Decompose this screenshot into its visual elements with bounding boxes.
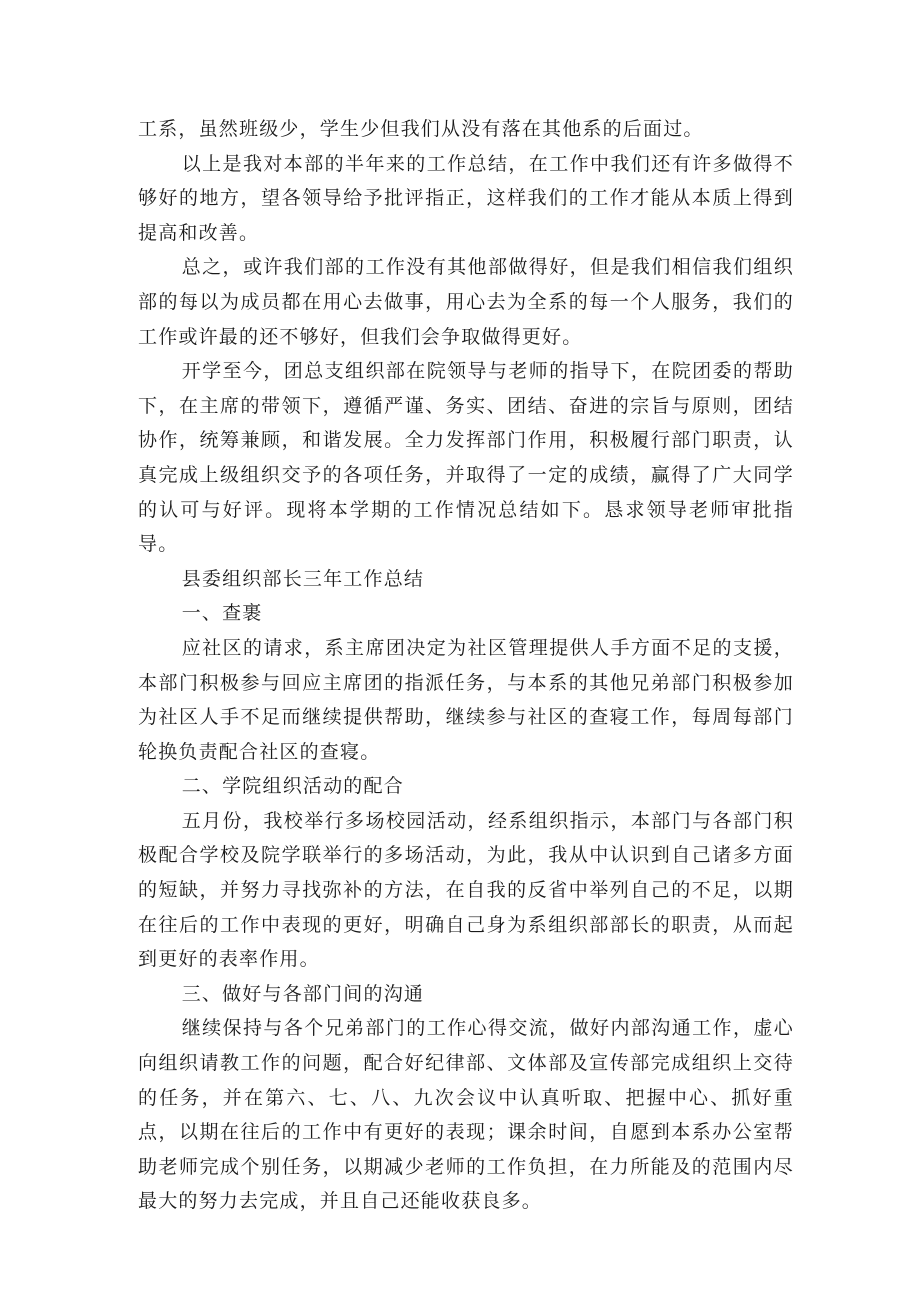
paragraph-intro: 开学至今，团总支组织部在院领导与老师的指导下，在院团委的帮助下，在主席的带领下，遵循严谨、务实、团结、奋进的宗旨与原则，团结协作，统筹兼顾，和谐发展。全力发挥部门作用，积极履行部门职责，认真完成上级组织交予的各项任务，并取得了一定的成绩，赢得了广大同学的认可与好评。现将本学期的工作情况总结如下。恳求领导老师审批指导。	[138, 360, 794, 556]
section-body-1: 应社区的请求，系主席团决定为社区管理提供人手方面不足的支援，本部门积极参与回应主席团的指派任务，与本系的其他兄弟部门积极参加为社区人手不足而继续提供帮助，继续参与社区的查寝工作，每周每部门轮换负责配合社区的查寝。	[138, 636, 794, 763]
document-body	[138, 112, 794, 1219]
section-body-3: 继续保持与各个兄弟部门的工作心得交流，做好内部沟通工作，虚心向组织请教工作的问题，配合好纪律部、文体部及宣传部完成组织上交待的任务，并在第六、七、八、九次会议中认真听取、把握中心、抓好重点，以期在往后的工作中有更好的表现；课余时间，自愿到本系办公室帮助老师完成个别任务，以期减少老师的工作负担，在力所能及的范围内尽最大的努力去完成，并且自己还能收获良多。	[138, 1017, 794, 1213]
section-body-2: 五月份，我校举行多场校园活动，经系组织指示，本部门与各部门积极配合学校及院学联举行的多场活动，为此，我从中认识到自己诸多方面的短缺，并努力寻找弥补的方法，在自我的反省中举列自己的不足，以期在往后的工作中表现的更好，明确自己身为系组织部部长的职责，从而起到更好的表率作用。	[138, 809, 794, 971]
paragraph-conclusion: 总之，或许我们部的工作没有其他部做得好，但是我们相信我们组织部的每以为成员都在用心去做事，用心去为全系的每一个人服务，我们的工作或许最的还不够好，但我们会争取做得更好。	[138, 256, 794, 348]
paragraph-summary: 以上是我对本部的半年来的工作总结，在工作中我们还有许多做得不够好的地方，望各领导给予批评指正，这样我们的工作才能从本质上得到提高和改善。	[138, 152, 794, 244]
section-heading-1: 一、查裹	[181, 602, 263, 625]
section-heading-2: 二、学院组织活动的配合	[181, 775, 404, 798]
section-heading-3: 三、做好与各部门间的沟通	[181, 982, 425, 1005]
document-title: 县委组织部长三年工作总结	[181, 567, 425, 590]
paragraph-continuation: 工系，虽然班级少，学生少但我们从没有落在其他系的后面过。	[138, 118, 704, 140]
